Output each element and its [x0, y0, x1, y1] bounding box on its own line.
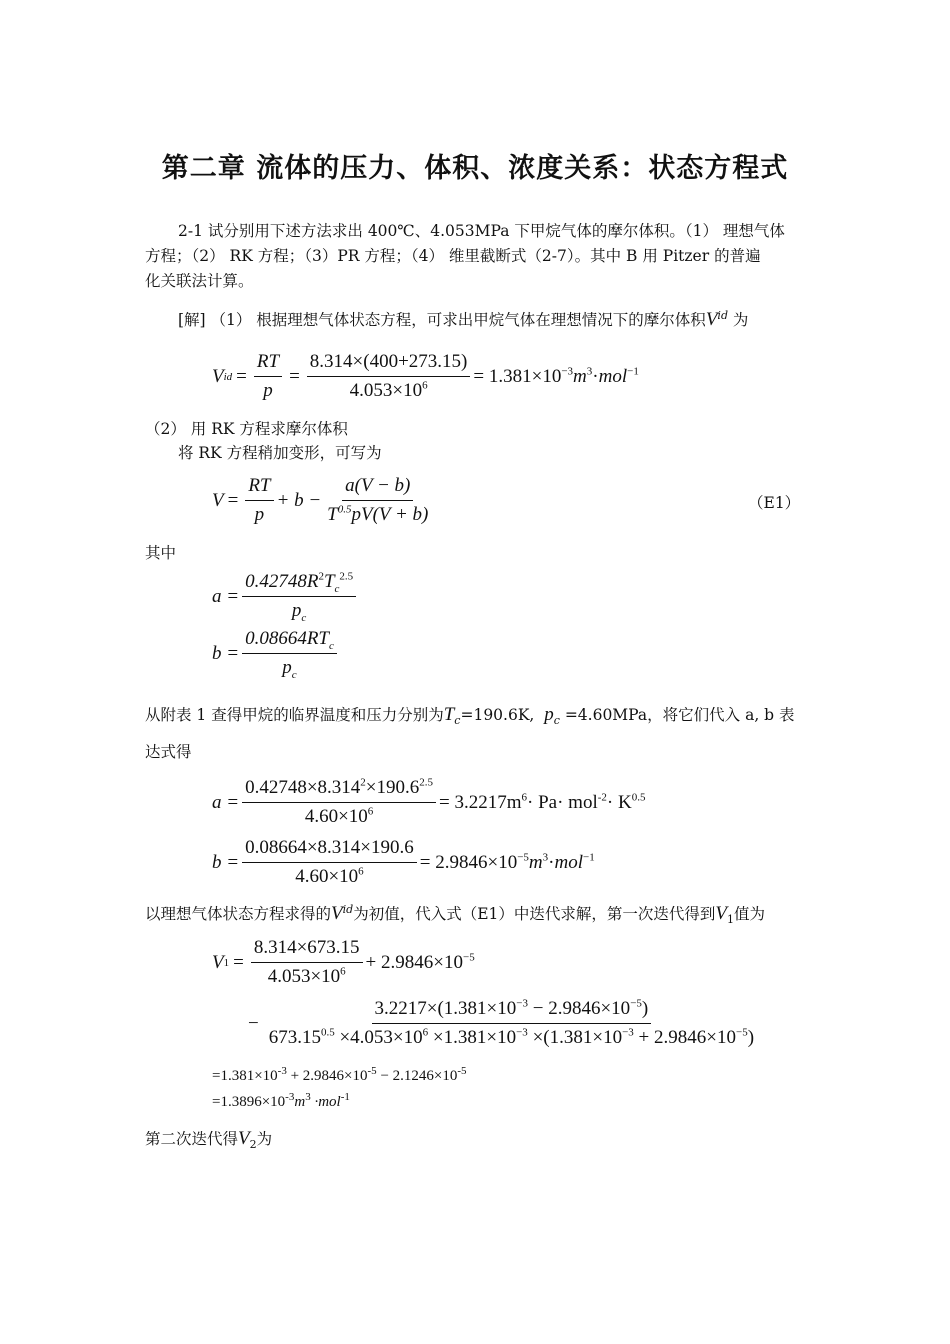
a-def-frac: $\frac{0.42748R^2T_c^{2.5}}{p_c}$	[242, 570, 356, 623]
part2-heading: （2） 用 RK 方程求摩尔体积	[145, 420, 348, 438]
ideal-frac-1-den: p	[263, 380, 273, 401]
rk-equation: V = $\frac{RT}{p}$ + b − $\frac{a(V - b)}{T^{0.5}pV(V + b)}$	[212, 474, 434, 527]
ideal-frac-1	[254, 350, 282, 403]
v1-equation-line-2: − $\frac{3.2217\times(1.381\times 10^{-3} - 2.9846\times 10^{-5})}{673.15^{0.5} \times 4.053\times 10^6 \times 1.381\times 10^{-3} \times(1.381\times 10^{-3} + 2.9846\times 10^{-5})}$	[248, 997, 755, 1048]
rk-frac-1	[245, 474, 273, 527]
a-value-equation: a = $\frac{0.42748\times 8.314^2\times 190.6^{2.5}}{4.60\times 10^6}$ = $3.2217m^6\cdot Pa\cdot mol^{-2}\cdot K^{0.5}$	[212, 776, 646, 827]
second-iteration-text: 第二次迭代得$V_2$为	[145, 1128, 273, 1152]
critical-props-line-2: 达式得	[145, 743, 192, 761]
v1-equation-line-4: $=1.3896\times 10^{-3}m^3 \cdot mol^{-1}$	[212, 1091, 350, 1110]
part2-text: 将 RK 方程稍加变形，可写为	[178, 444, 382, 462]
ideal-gas-equation: V id = $\frac{RT}{p}$ = $\frac{8.314\times(400+273.15)}{4.053\times 10^6}$ = $1.381\times 10^{-3}m^3\cdot mol^{-1}$	[212, 351, 639, 401]
vid-sup: id	[717, 308, 728, 322]
v1-equation-line-3: $=1.381\times 10^{-3} + 2.9846\times 10^{-5} - 2.1246\times 10^{-5}$	[212, 1065, 467, 1084]
ideal-frac-2-den-exp: 6	[422, 379, 428, 392]
critical-props-line: 从附表 1 查得甲烷的临界温度和压力分别为$T_c=190.6K$, $p_c =4.60MPa$，将它们代入 a, b 表	[145, 704, 795, 728]
rk-plus-b: + b −	[276, 489, 322, 511]
ideal-frac-1-num: RT	[254, 350, 282, 377]
ideal-frac-2-den: 4.053×10	[349, 380, 423, 401]
ideal-lhs: V	[212, 365, 224, 387]
problem-line-3: 化关联法计算。	[145, 272, 254, 290]
b-value-equation: b = $\frac{0.08664\times 8.314\times 190.6}{4.60\times 10^6}$ = $2.9846\times 10^{-5}m^3\cdot mol^{-1}$	[212, 837, 595, 887]
a-def-lhs: a =	[212, 585, 240, 607]
problem-line-1: 2-1 试分别用下述方法求出 400℃、4.053MPa 下甲烷气体的摩尔体积。（1） 理想气体	[178, 222, 785, 240]
solution-intro-text: [解] （1） 根据理想气体状态方程，可求出甲烷气体在理想情况下的摩尔体积	[178, 311, 706, 329]
rk-lhs: V	[212, 489, 224, 511]
rk-frac-2-num: a(V − b)	[342, 474, 413, 501]
ideal-frac-2-num: 8.314×(400+273.15)	[307, 350, 471, 377]
page-title: 第二章 流体的压力、体积、浓度关系：状态方程式	[161, 153, 789, 184]
rk-frac-1-num: RT	[245, 474, 273, 501]
problem-line-2: 方程；（2） RK 方程；（3）PR 方程；（4） 维里截断式（2-7）。其中 B 用 Pitzer 的普遍	[145, 247, 761, 265]
ideal-frac-2	[307, 350, 471, 403]
vid-symbol: V	[705, 309, 718, 330]
v1-equation-line-1: V 1 = $\frac{8.314\times 673.15}{4.053\times 10^6}$ + $2.9846\times 10^{-5}$	[212, 937, 475, 987]
where-label: 其中	[145, 544, 177, 562]
rk-frac-2: $\frac{a(V - b)}{T^{0.5}pV(V + b)}$	[327, 475, 429, 525]
b-definition	[212, 627, 340, 680]
rk-frac-1-den: p	[254, 504, 265, 525]
solution-intro	[178, 309, 748, 331]
equation-label-e1: （E1）	[748, 494, 801, 512]
b-def-frac: $\frac{0.08664RT_c}{p_c}$	[242, 627, 337, 680]
ideal-eq: =	[236, 365, 247, 387]
b-def-lhs: b =	[212, 642, 240, 664]
ideal-result: = $1.381\times 10^{-3}m^3\cdot mol^{-1}$	[473, 365, 639, 387]
solution-intro-end: 为	[727, 311, 749, 329]
a-definition	[212, 570, 359, 623]
iteration-text: 以理想气体状态方程求得的$V^{id}$为初值，代入式（E1）中迭代求解，第一次迭代得到$V_1$值为	[145, 902, 765, 927]
